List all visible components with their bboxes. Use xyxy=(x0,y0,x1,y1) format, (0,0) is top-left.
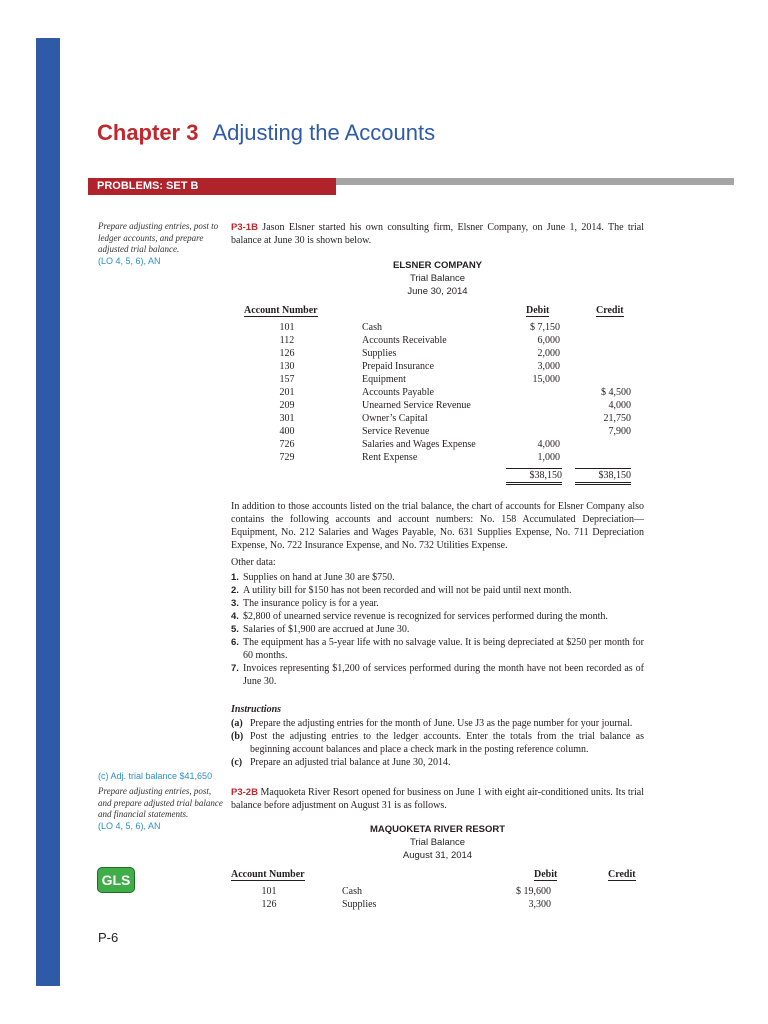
p2-company-name: MAQUOKETA RIVER RESORT xyxy=(369,824,506,835)
p1-instruction-text: Prepare an adjusted trial balance at June 30, 2014. xyxy=(250,757,451,768)
p1-margin-text: Prepare adjusting entries, post to ledger accounts, and prepare adjusted trial balance. xyxy=(98,221,219,254)
p1-instructions-list xyxy=(231,717,644,769)
p1-account-number: 400 xyxy=(279,426,295,437)
p1-instructions-label: Instructions xyxy=(231,704,282,715)
p1-debit-amount: 3,000 xyxy=(537,361,560,372)
p1-account-name: Supplies xyxy=(362,348,397,359)
p1-debit-amount: 6,000 xyxy=(537,335,560,346)
p1-account-name: Salaries and Wages Expense xyxy=(362,439,476,450)
p1-other-data-item xyxy=(231,623,644,636)
p1-other-data-number: 1. xyxy=(231,572,239,583)
p1-debit-amount: $ 7,150 xyxy=(530,322,560,333)
p1-account-number: 112 xyxy=(279,335,295,346)
p2-account-number: 126 xyxy=(261,899,277,910)
p2-debit-amount: $ 19,600 xyxy=(516,886,551,897)
p1-debit-amount: 4,000 xyxy=(537,439,560,450)
p1-header-debit: Debit xyxy=(526,305,550,316)
p1-margin-note xyxy=(98,221,224,267)
p1-table-heading xyxy=(231,259,644,298)
p1-result-note: (c) Adj. trial balance $41,650 xyxy=(98,771,213,781)
p1-other-data-item xyxy=(231,636,644,662)
p1-other-data-item xyxy=(231,571,644,584)
chapter-title: Adjusting the Accounts xyxy=(212,120,436,145)
p1-account-name: Prepaid Insurance xyxy=(362,361,434,372)
p1-other-data-text: Salaries of $1,900 are accrued at June 30. xyxy=(243,624,410,635)
section-band: PROBLEMS: SET B xyxy=(88,178,336,195)
p1-header-credit: Credit xyxy=(596,305,624,316)
p2-header-debit: Debit xyxy=(534,869,558,880)
section-rule xyxy=(336,178,734,185)
p1-instruction-letter: (a) xyxy=(231,718,243,729)
p1-instruction-letter: (c) xyxy=(231,757,243,768)
p1-header-account: Account Number xyxy=(244,305,318,316)
p1-other-data-number: 6. xyxy=(231,637,239,648)
p1-account-number: 726 xyxy=(279,439,295,450)
p1-other-data-text: Invoices representing $1,200 of services performed during the month have not been recorded as of June 30. xyxy=(243,663,644,687)
p1-other-data-text: $2,800 of unearned service revenue is recognized for services performed during the month. xyxy=(243,611,608,622)
p1-account-name: Accounts Payable xyxy=(362,387,434,398)
p1-problem-id: P3-1B xyxy=(231,222,258,233)
p1-credit-amount: $ 4,500 xyxy=(601,387,631,398)
p1-instruction-item xyxy=(231,730,644,756)
p1-other-data-text: The insurance policy is for a year. xyxy=(243,598,379,609)
p1-other-data-text: The equipment has a 5-year life with no salvage value. It is being depreciated at $250 per month for 60 months. xyxy=(243,637,644,661)
p1-other-data-item xyxy=(231,610,644,623)
p1-instruction-item xyxy=(231,756,644,769)
p2-report-name: Trial Balance xyxy=(409,837,466,848)
p2-account-name: Cash xyxy=(342,886,362,897)
p1-account-name: Accounts Receivable xyxy=(362,335,447,346)
p1-account-number: 157 xyxy=(279,374,295,385)
chapter-heading xyxy=(97,120,435,146)
p1-account-number: 301 xyxy=(279,413,295,424)
p2-report-date: August 31, 2014 xyxy=(402,850,473,861)
p2-margin-text: Prepare adjusting entries, post, and prepare adjusted trial balance and financial statements. xyxy=(98,786,223,819)
p1-account-number: 126 xyxy=(279,348,295,359)
p1-account-name: Equipment xyxy=(362,374,406,385)
p2-table-heading xyxy=(231,823,644,862)
blue-sidebar xyxy=(36,38,60,986)
p1-account-number: 729 xyxy=(279,452,295,463)
p1-intro xyxy=(231,221,644,247)
p1-other-data-number: 7. xyxy=(231,663,239,674)
p1-instruction-text: Prepare the adjusting entries for the month of June. Use J3 as the page number for your journal. xyxy=(250,718,633,729)
p2-debit-amount: 3,300 xyxy=(528,899,551,910)
p1-account-name: Service Revenue xyxy=(362,426,430,437)
p1-report-date: June 30, 2014 xyxy=(407,286,468,297)
p2-intro-text: Maquoketa River Resort opened for business on June 1 with eight air-conditioned units. Its trial balance before adjustment on August 31 is as follows. xyxy=(231,787,644,811)
p2-intro xyxy=(231,786,644,812)
p1-account-number: 201 xyxy=(279,387,295,398)
p1-credit-amount: 7,900 xyxy=(608,426,631,437)
p1-credit-amount: 21,750 xyxy=(603,413,631,424)
p1-other-data-text: Supplies on hand at June 30 are $750. xyxy=(243,572,395,583)
p1-additional-accounts: In addition to those accounts listed on the trial balance, the chart of accounts for Elsner Company also contains the following accounts and account numbers: No. 158 Accumulated Depreciation—Equipment, No. 212 Salaries and Wages Payable, No. 631 Supplies Expense, No. 711 Depreciation Expense, No. 722 Insurance Expense, and No. 732 Utilities Expense. xyxy=(231,501,644,551)
p1-other-data-number: 5. xyxy=(231,624,239,635)
p1-report-name: Trial Balance xyxy=(409,273,466,284)
p1-other-data-item xyxy=(231,597,644,610)
p1-other-data-number: 4. xyxy=(231,611,239,622)
p2-account-number: 101 xyxy=(261,886,277,897)
p2-account-name: Supplies xyxy=(342,899,377,910)
p1-other-data-number: 2. xyxy=(231,585,239,596)
p1-account-number: 209 xyxy=(279,400,295,411)
p1-account-name: Rent Expense xyxy=(362,452,418,463)
p2-problem-id: P3-2B xyxy=(231,787,258,798)
p1-account-number: 130 xyxy=(279,361,295,372)
p2-header-account: Account Number xyxy=(231,869,305,880)
p2-margin-note xyxy=(98,786,224,832)
p1-instruction-text: Post the adjusting entries to the ledger accounts. Enter the totals from the trial balance as beginning account balances and place a check mark in the posting reference column. xyxy=(250,731,644,755)
p1-other-data-number: 3. xyxy=(231,598,239,609)
p1-debit-amount: 15,000 xyxy=(532,374,560,385)
p1-account-number: 101 xyxy=(279,322,295,333)
p1-other-data-list xyxy=(231,571,644,688)
p2-header-credit: Credit xyxy=(608,869,636,880)
p1-debit-amount: 2,000 xyxy=(537,348,560,359)
p1-company-name: ELSNER COMPANY xyxy=(392,260,483,271)
p2-learning-objectives: (LO 4, 5, 6), AN xyxy=(98,820,161,831)
p1-other-data-item xyxy=(231,662,644,688)
gls-badge: GLS xyxy=(97,867,135,893)
p1-account-name: Cash xyxy=(362,322,382,333)
p1-instruction-item xyxy=(231,717,644,730)
p1-other-data-item xyxy=(231,584,644,597)
p1-credit-amount: 4,000 xyxy=(608,400,631,411)
p1-instruction-letter: (b) xyxy=(231,731,244,742)
page-number: P-6 xyxy=(98,930,119,945)
p1-account-name: Unearned Service Revenue xyxy=(362,400,471,411)
p1-account-name: Owner’s Capital xyxy=(362,413,428,424)
p1-other-data-label: Other data: xyxy=(231,557,276,568)
p1-intro-text: Jason Elsner started his own consulting firm, Elsner Company, on June 1, 2014. The trial balance at June 30 is shown below. xyxy=(231,222,645,246)
p1-other-data-text: A utility bill for $150 has not been recorded and will not be paid until next month. xyxy=(243,585,572,596)
chapter-number: Chapter 3 xyxy=(97,120,199,145)
p1-debit-amount: 1,000 xyxy=(537,452,560,463)
p1-learning-objectives: (LO 4, 5, 6), AN xyxy=(98,255,161,266)
